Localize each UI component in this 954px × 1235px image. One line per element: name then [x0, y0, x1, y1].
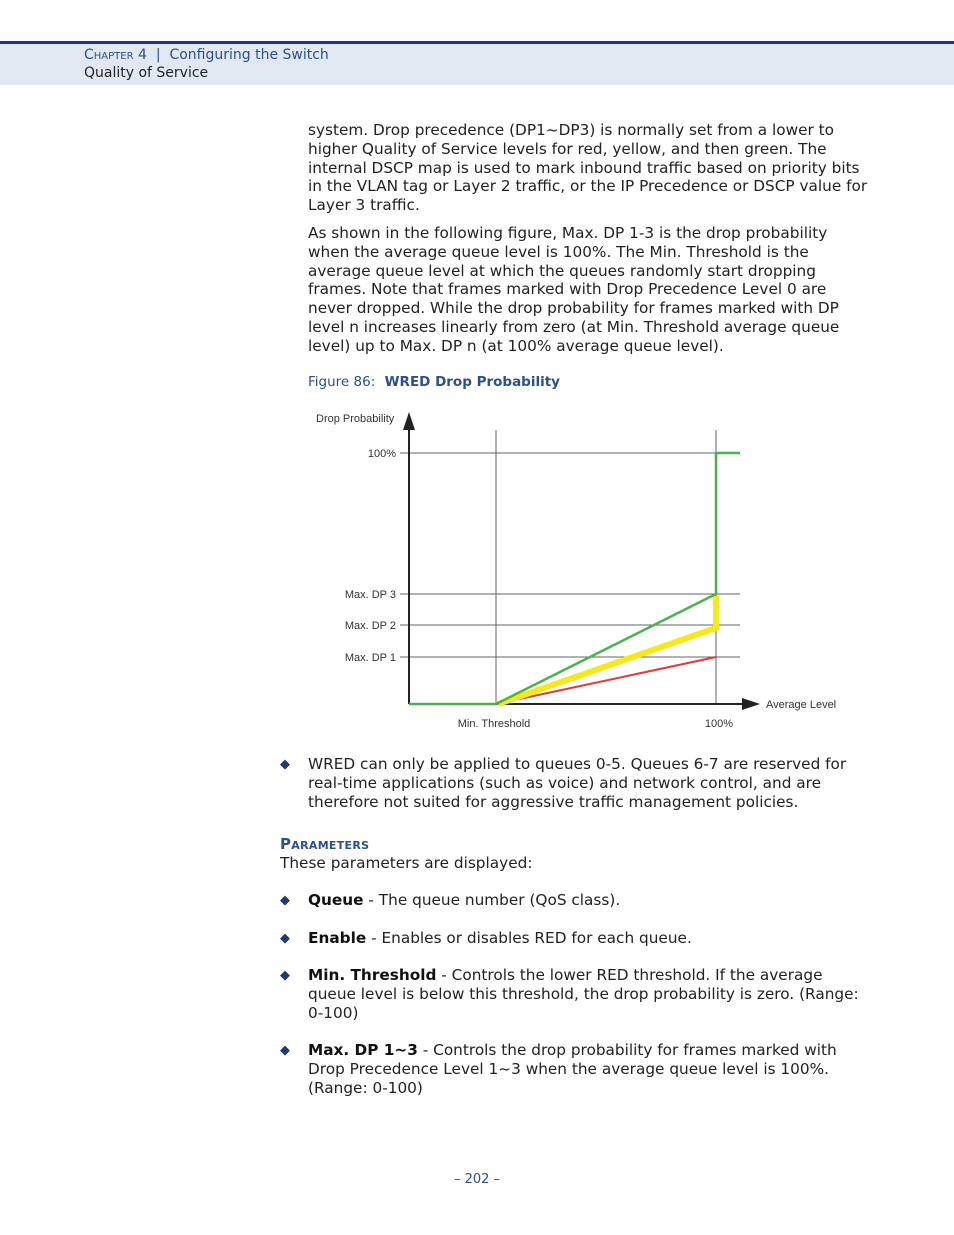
wred-chart [300, 400, 860, 740]
bullet-diamond-icon: ◆ [280, 757, 290, 772]
parameters-intro: These parameters are displayed: [280, 854, 533, 872]
param-desc: - Controls the lower RED threshold. If the average queue level is below this threshold, the drop probability is zero. (Range: 0-100) [308, 966, 859, 1022]
param-item-max-dp [308, 1041, 873, 1097]
y-tick-100pct: 100% [367, 448, 396, 460]
param-desc: - Enables or disables RED for each queue. [366, 929, 692, 947]
x-axis-arrow [742, 698, 760, 710]
parameters-heading: Parameters [280, 835, 370, 853]
chapter-heading [84, 47, 329, 63]
y-axis-arrow [403, 412, 415, 430]
param-item-min-threshold [308, 966, 873, 1022]
figure-title: WRED Drop Probability [384, 374, 560, 390]
page-number: – 202 – [453, 1172, 501, 1187]
y-tick-max-dp1: Max. DP 1 [344, 652, 396, 664]
x-tick-min-threshold: Min. Threshold [457, 718, 531, 730]
series-dp3-green [409, 453, 740, 704]
bullet-diamond-icon: ◆ [280, 968, 290, 983]
figure-label: Figure 86: [308, 374, 376, 390]
param-term: Min. Threshold [308, 966, 437, 984]
bullet-diamond-icon: ◆ [280, 893, 290, 908]
bullet-diamond-icon: ◆ [280, 931, 290, 946]
param-desc: - Controls the drop probability for frames marked with Drop Precedence Level 1~3 when the average queue level is 100%. (Range: 0-100) [308, 1041, 837, 1097]
param-item-enable [308, 929, 873, 948]
page-header [0, 41, 954, 85]
body-paragraph-2: As shown in the following figure, Max. DP 1-3 is the drop probability when the average queue level is 100%. The Min. Threshold is the average queue level at which the queues randomly start dropping frames. Note that frames marked with Drop Precedence Level 0 are never dropped. While the drop probability for frames marked with DP level n increases linearly from zero (at Min. Threshold average queue level) up to Max. DP n (at 100% average queue level). [308, 224, 840, 355]
section-title: Quality of Service [84, 65, 209, 81]
x-axis-label: Average Level [766, 699, 837, 711]
figure-caption [308, 374, 560, 390]
y-tick-max-dp3: Max. DP 3 [344, 589, 396, 601]
wred-note-text: WRED can only be applied to queues 0-5. Queues 6-7 are reserved for real-time applications (such as voice) and network control, and are therefore not suited for aggressive traffic management policies. [308, 755, 847, 811]
y-tick-max-dp2: Max. DP 2 [344, 620, 396, 632]
chapter-title: Configuring the Switch [169, 47, 329, 63]
header-separator: | [155, 47, 161, 63]
param-term: Queue [308, 891, 364, 909]
bullet-diamond-icon: ◆ [280, 1043, 290, 1058]
chapter-number: Chapter 4 [84, 47, 147, 63]
param-item-queue [308, 891, 873, 910]
param-desc: - The queue number (QoS class). [363, 891, 621, 909]
param-term: Max. DP 1~3 [308, 1041, 418, 1059]
y-axis-label: Drop Probability [316, 413, 395, 425]
body-paragraph-1: system. Drop precedence (DP1~DP3) is normally set from a lower to higher Quality of Service levels for red, yellow, and then green. The internal DSCP map is used to mark inbound traffic based on priority bits in the VLAN tag or Layer 2 traffic, or the IP Precedence or DSCP value for Layer 3 traffic. [308, 121, 868, 215]
x-tick-100pct: 100% [704, 718, 734, 730]
param-term: Enable [308, 929, 367, 947]
